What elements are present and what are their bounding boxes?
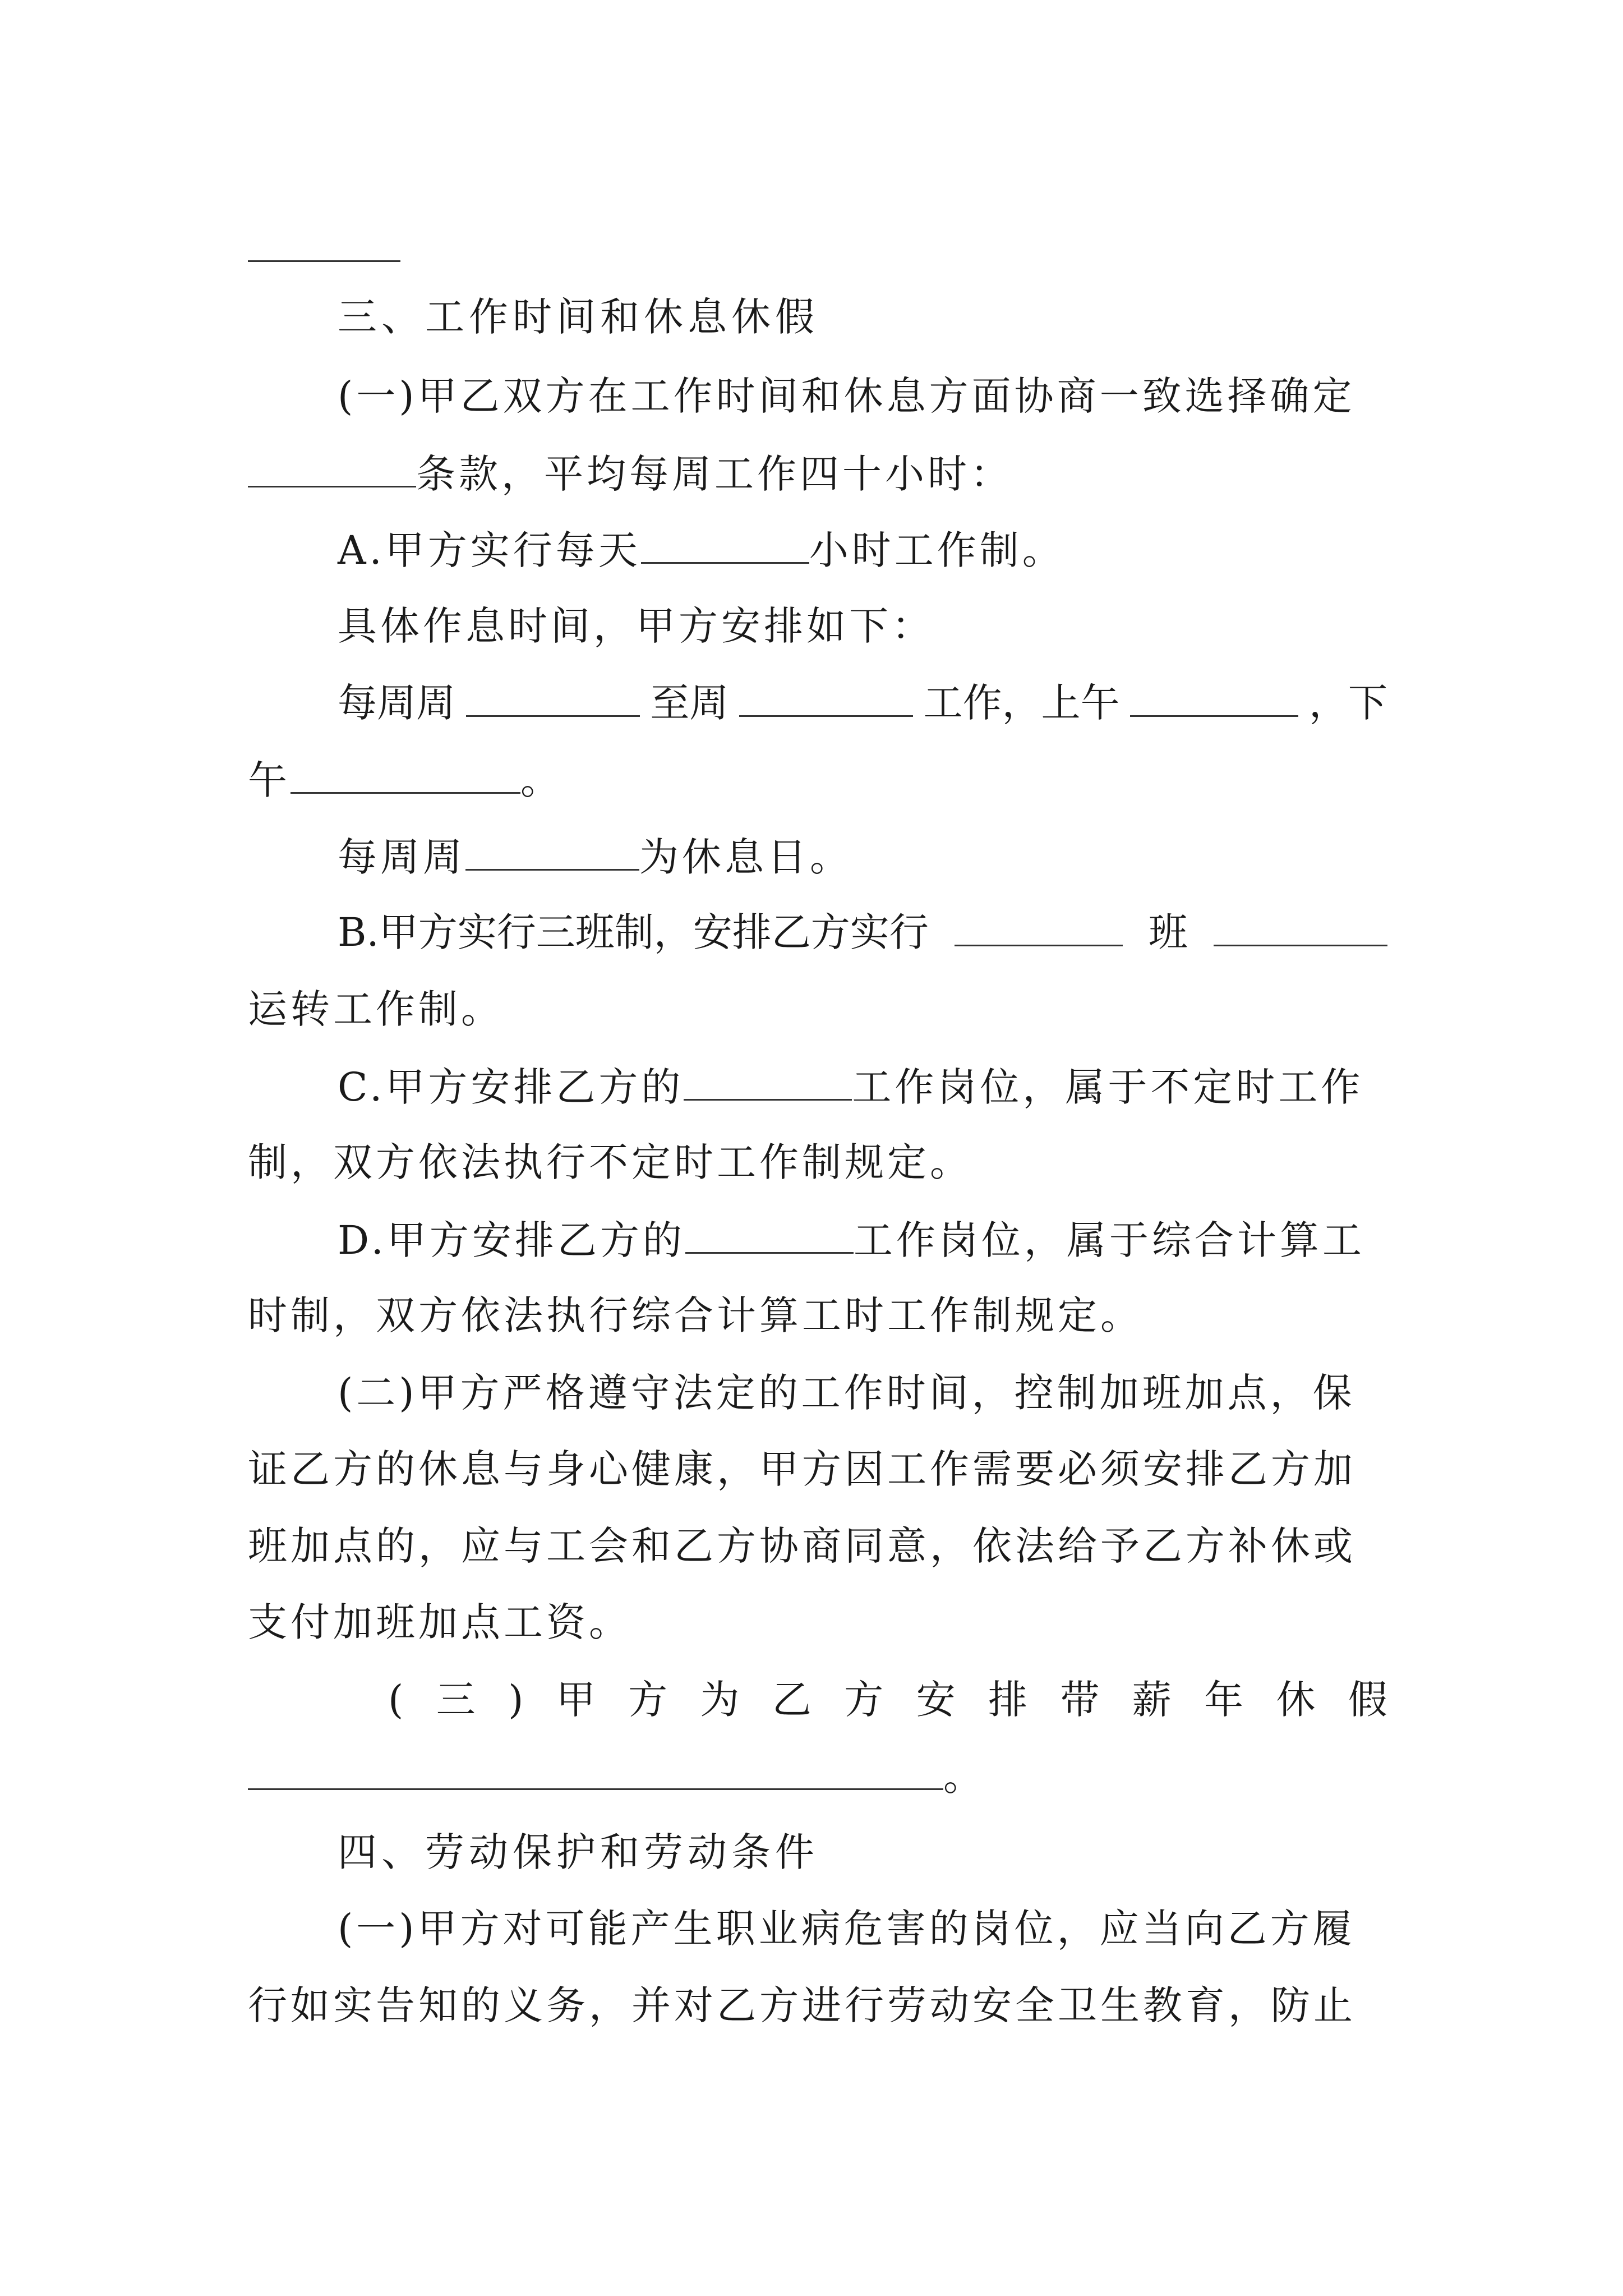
clause-text: ，下 [1308, 680, 1387, 726]
clause-text: 每周周 [338, 834, 465, 880]
rest-day-field[interactable] [465, 834, 639, 871]
hours-per-day-field[interactable] [641, 527, 809, 564]
clause-4-1-line-2: 行如实告知的义务，并对乙方进行劳动安全卫生教育，防止 [248, 1982, 1356, 2028]
annual-leave-field[interactable] [248, 1754, 943, 1790]
clause-char: 安 [916, 1677, 956, 1723]
clause-text: 每周周 [338, 680, 455, 726]
clause-text: 工作岗位，属于不定时工作 [852, 1064, 1364, 1110]
clause-text: B.甲方实行三班制，安排乙方实行 [338, 909, 929, 955]
section-4-title: 四、劳动保护和劳动条件 [338, 1829, 819, 1875]
clause-text: 午 [248, 757, 291, 803]
clause-char: ( [388, 1677, 404, 1723]
clause-4-1-line-1: (一)甲方对可能产生职业病危害的岗位，应当向乙方履 [338, 1906, 1355, 1952]
option-d-line-2: 时制，双方依法执行综合计算工时工作制规定。 [248, 1292, 1143, 1338]
blank-field[interactable] [248, 451, 416, 487]
document-page [248, 0, 1387, 2296]
rest-day-line [248, 834, 1387, 879]
clause-text: 。 [943, 1754, 986, 1800]
weekly-schedule-line-1 [248, 680, 1387, 725]
position-field[interactable] [684, 1064, 852, 1101]
clause-char: 乙 [772, 1677, 811, 1723]
start-day-field[interactable] [466, 680, 640, 717]
clause-text: A.甲方实行每天 [338, 527, 641, 573]
clause-3-2-line-2: 证乙方的休息与身心健康，甲方因工作需要必须安排乙方加 [248, 1446, 1356, 1492]
weekly-schedule-line-2 [248, 757, 1387, 802]
clause-3-3-line-2 [248, 1754, 1387, 1798]
option-c-line-1 [248, 1064, 1387, 1109]
clause-text: D.甲方安排乙方的 [338, 1217, 685, 1263]
clause-3-1-line-1: (一)甲乙双方在工作时间和休息方面协商一致选择确定 [338, 373, 1355, 419]
clause-char: 薪 [1132, 1677, 1172, 1723]
clause-text: C.甲方安排乙方的 [338, 1064, 684, 1110]
clause-char: 方 [844, 1677, 884, 1723]
clause-text: 。 [520, 757, 563, 803]
clause-3-1-line-2 [248, 451, 1387, 496]
option-b-line-2: 运转工作制。 [248, 986, 504, 1032]
clause-char: 为 [700, 1677, 740, 1723]
clause-char: 休 [1276, 1677, 1316, 1723]
option-b-line-1 [248, 910, 1387, 955]
clause-3-2-line-1: (二)甲方严格遵守法定的工作时间，控制加班加点，保 [338, 1370, 1355, 1416]
afternoon-hours-field[interactable] [291, 757, 520, 794]
option-c-line-2: 制，双方依法执行不定时工作制规定。 [248, 1139, 972, 1185]
clause-text: 为休息日。 [639, 834, 852, 880]
clause-text: 班 [1148, 909, 1188, 955]
option-d-line-1 [248, 1217, 1387, 1262]
clause-char: 方 [628, 1677, 668, 1723]
end-day-field[interactable] [739, 680, 913, 717]
clause-text: 至周 [650, 680, 729, 726]
position-field[interactable] [685, 1217, 854, 1254]
clause-char: 三 [436, 1677, 476, 1723]
clause-text: 条款，平均每周工作四十小时： [416, 451, 1013, 497]
top-divider [248, 260, 400, 262]
clause-text: 小时工作制。 [809, 527, 1065, 573]
clause-3-3-line-1 [248, 1677, 1387, 1722]
clause-char: 甲 [556, 1677, 596, 1723]
rotation-field[interactable] [1214, 910, 1387, 946]
section-3-title: 三、工作时间和休息休假 [338, 294, 819, 340]
clause-char: 排 [988, 1677, 1027, 1723]
clause-text: 工作岗位，属于综合计算工 [853, 1217, 1365, 1263]
clause-text: 工作，上午 [923, 680, 1120, 726]
morning-hours-field[interactable] [1130, 680, 1298, 717]
shift-field[interactable] [955, 910, 1123, 946]
clause-char: 年 [1204, 1677, 1244, 1723]
clause-char: 带 [1060, 1677, 1100, 1723]
clause-char: ) [508, 1677, 524, 1723]
option-a [248, 527, 1387, 572]
clause-3-2-line-3: 班加点的，应与工会和乙方协商同意，依法给予乙方补休或 [248, 1523, 1356, 1569]
clause-char: 假 [1348, 1677, 1387, 1723]
clause-3-2-line-4: 支付加班加点工资。 [248, 1599, 631, 1645]
schedule-intro: 具体作息时间，甲方安排如下： [338, 603, 934, 649]
